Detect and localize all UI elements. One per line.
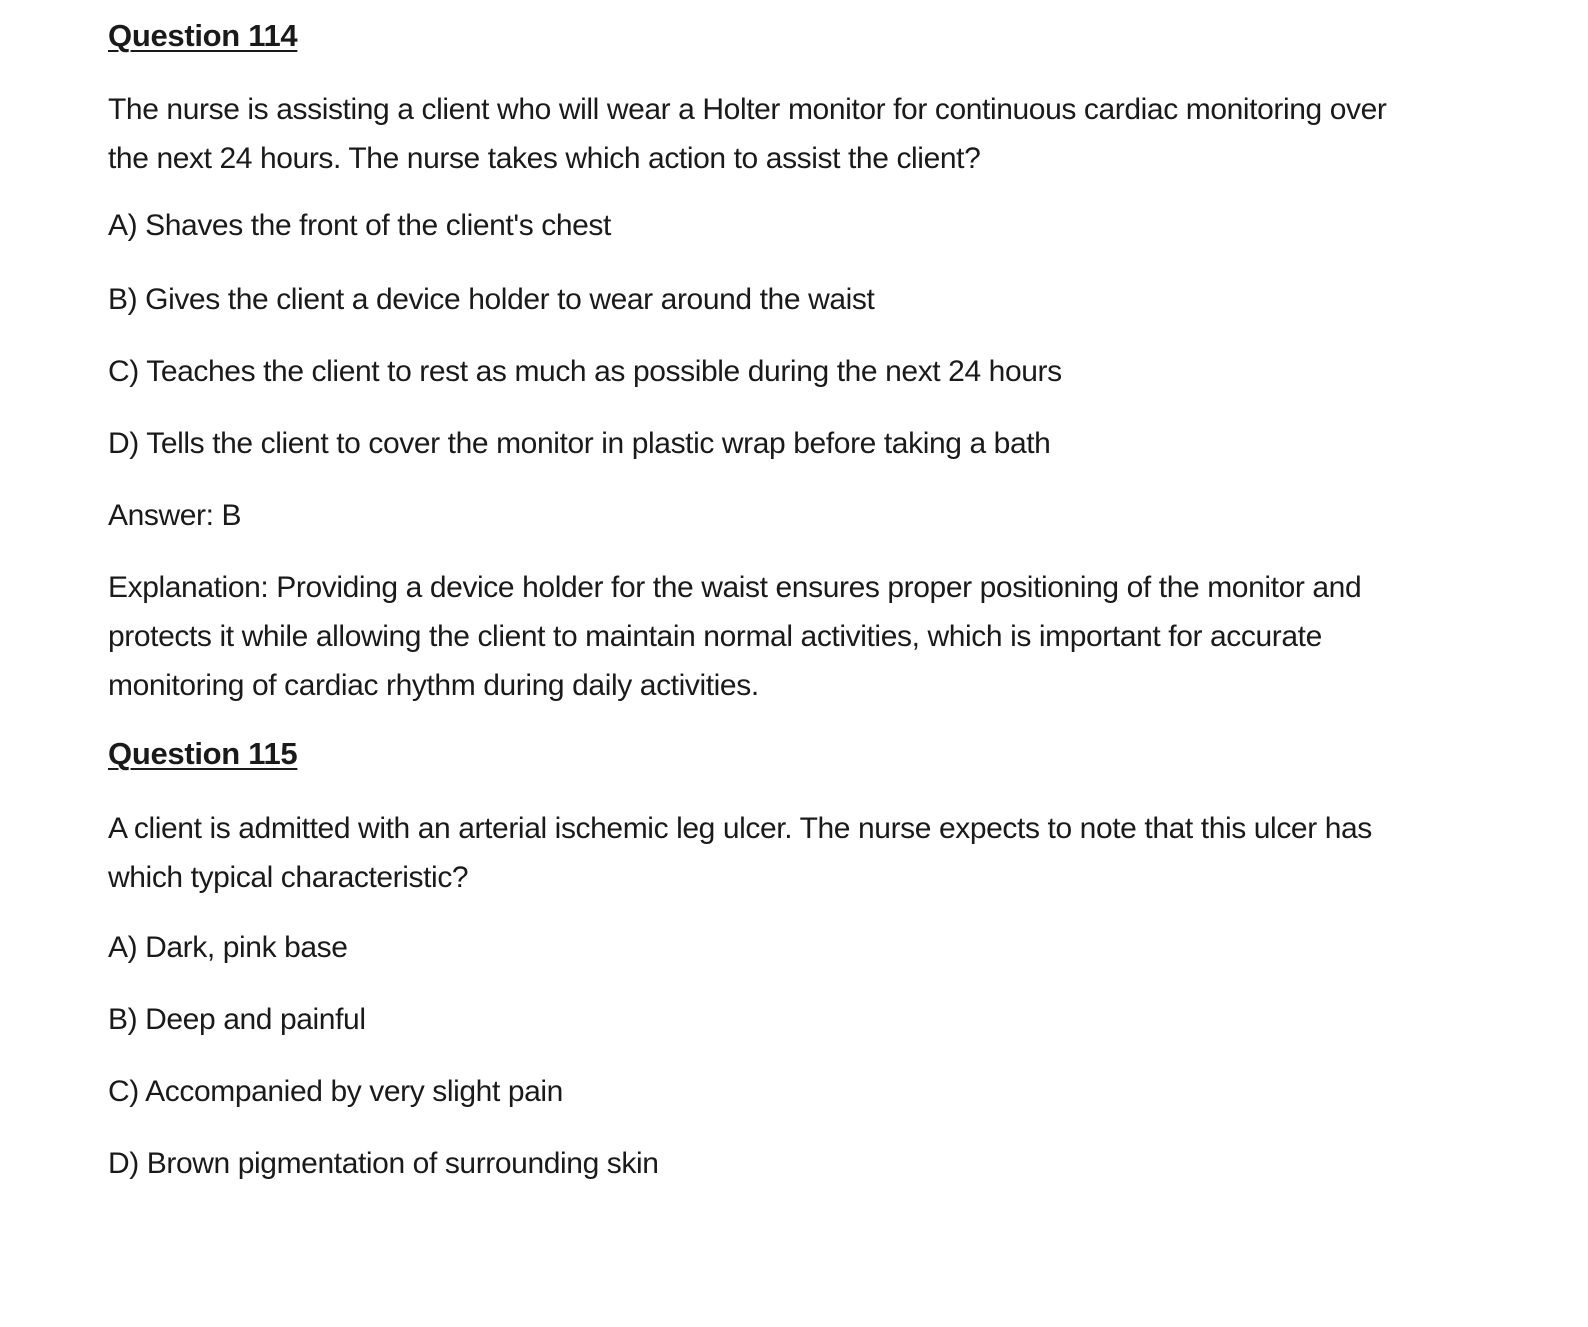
answer-option-d: D) Tells the client to cover the monitor in plastic wrap before taking a bath <box>108 427 1051 460</box>
question-heading: Question 114 <box>108 18 298 53</box>
answer-option-a: A) Dark, pink base <box>108 931 348 964</box>
explanation: Explanation: Providing a device holder for the waist ensures proper positioning of the monitor and protects it while allowing the client to maintain normal activities, which is important for accurate monitoring of cardiac rhythm during daily activities. <box>108 571 1362 702</box>
question-stem: A client is admitted with an arterial ischemic leg ulcer. The nurse expects to note that this ulcer has which typical characteristic? <box>108 812 1372 894</box>
answer-option-c: C) Teaches the client to rest as much as possible during the next 24 hours <box>108 355 1062 388</box>
answer-option-a: A) Shaves the front of the client's chest <box>108 209 611 242</box>
question-stem: The nurse is assisting a client who will wear a Holter monitor for continuous cardiac monitoring over the next 24 hours. The nurse takes which action to assist the client? <box>108 93 1387 175</box>
answer-option-b: B) Deep and painful <box>108 1003 366 1036</box>
question-heading: Question 115 <box>108 736 298 771</box>
answer-option-c: C) Accompanied by very slight pain <box>108 1075 563 1108</box>
answer-line: Answer: B <box>108 499 242 532</box>
answer-option-d: D) Brown pigmentation of surrounding skin <box>108 1147 659 1180</box>
answer-option-b: B) Gives the client a device holder to wear around the waist <box>108 283 875 316</box>
